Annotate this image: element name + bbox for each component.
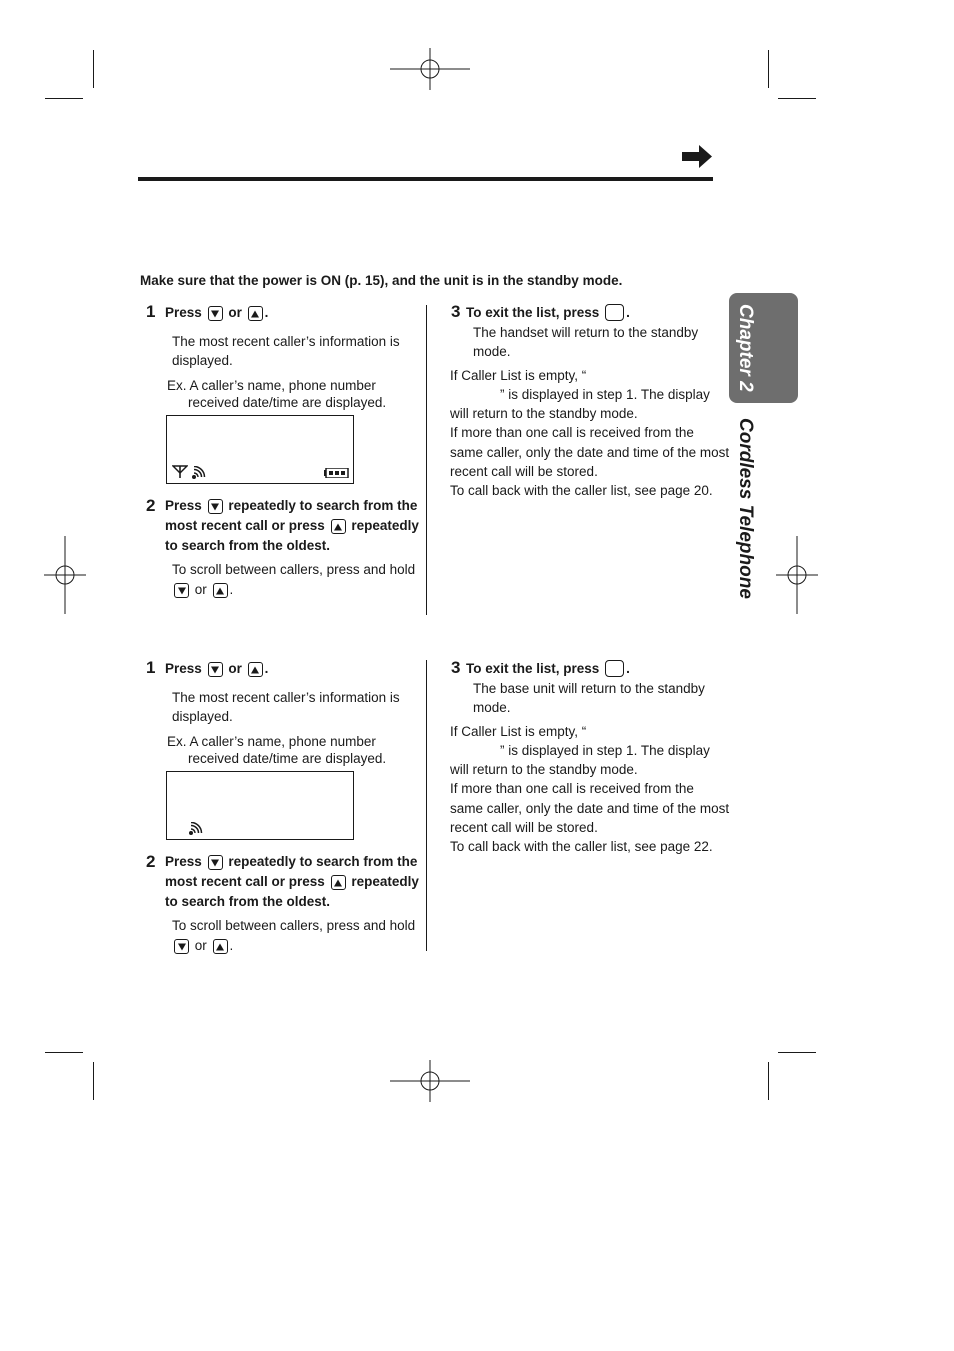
- press-label: Press: [165, 854, 202, 869]
- base-lcd-display: [166, 771, 354, 840]
- step1-desc-line: The most recent caller’s information is: [172, 690, 400, 705]
- step1-desc-line: displayed.: [172, 353, 233, 368]
- press-label: Press: [165, 498, 202, 513]
- or-label: or: [194, 938, 207, 953]
- step3-label: To exit the list, press: [466, 661, 600, 676]
- note-line: recent call will be stored.: [450, 820, 598, 835]
- period: .: [229, 582, 234, 597]
- step-number: 1: [146, 302, 156, 321]
- note-line: recent call will be stored.: [450, 464, 598, 479]
- step3-desc-line: The base unit will return to the standby: [473, 681, 705, 696]
- step-number: 1: [146, 658, 156, 677]
- registration-mark-top: [390, 48, 470, 90]
- registration-mark-right: [776, 536, 818, 614]
- period: .: [626, 305, 630, 320]
- up-key-icon: [248, 306, 263, 321]
- step-number: 2: [146, 852, 156, 871]
- step2-instruction-line: to search from the oldest.: [165, 894, 331, 909]
- press-label: Press: [165, 305, 202, 320]
- example-line: received date/time are displayed.: [188, 751, 387, 766]
- down-key-icon: [208, 662, 223, 677]
- step1-desc-line: displayed.: [172, 709, 233, 724]
- antenna-icon: [172, 465, 188, 479]
- step3-desc-line: mode.: [473, 344, 511, 359]
- example-line: Ex. A caller’s name, phone number: [167, 734, 376, 749]
- up-key-icon: [213, 939, 228, 954]
- example-line: received date/time are displayed.: [188, 395, 387, 410]
- note-line: ” is displayed in step 1. The display: [500, 743, 710, 758]
- step2-instruction-line: [165, 852, 417, 872]
- note-line: will return to the standby mode.: [450, 406, 638, 421]
- step2-instruction-line: [165, 872, 419, 892]
- up-key-icon: [213, 583, 228, 598]
- down-key-icon: [208, 499, 223, 514]
- arrow-right-icon: [682, 145, 713, 168]
- press-label: Press: [165, 661, 202, 676]
- scroll-hint-keys: [172, 580, 233, 600]
- scroll-hint-keys: [172, 936, 233, 956]
- scroll-hint: To scroll between callers, press and hold: [172, 918, 416, 933]
- note-line: ” is displayed in step 1. The display: [500, 387, 710, 402]
- step3-instruction: [466, 659, 630, 679]
- note-line: To call back with the caller list, see page 20.: [450, 483, 713, 498]
- intro-text: Make sure that the power is ON (p. 15), and the unit is in the standby mode.: [140, 273, 623, 288]
- step3-desc-line: The handset will return to the standby: [473, 325, 699, 340]
- down-key-icon: [174, 939, 189, 954]
- step-number: 3: [451, 658, 461, 677]
- up-key-icon: [248, 662, 263, 677]
- signal-icon: [191, 466, 207, 480]
- note-line: If Caller List is empty, “: [450, 368, 587, 383]
- note-line: To call back with the caller list, see page 22.: [450, 839, 713, 854]
- step2-line: repeatedly: [351, 518, 419, 533]
- handset-lcd-display: [166, 415, 354, 484]
- note-line: If more than one call is received from the: [450, 781, 694, 796]
- step2-line: most recent call or press: [165, 518, 325, 533]
- header-rule: [138, 177, 713, 181]
- step2-instruction-line: to search from the oldest.: [165, 538, 331, 553]
- step2-line: repeatedly to search from the: [228, 854, 418, 869]
- example-line: Ex. A caller’s name, phone number: [167, 378, 376, 393]
- note-line: will return to the standby mode.: [450, 762, 638, 777]
- step2-line: repeatedly: [351, 874, 419, 889]
- up-key-icon: [331, 519, 346, 534]
- registration-mark-left: [44, 536, 86, 614]
- blank-key-icon: [605, 304, 624, 321]
- column-divider-top: [426, 305, 427, 615]
- registration-mark-bottom: [390, 1060, 470, 1102]
- period: .: [264, 661, 269, 676]
- step1-instruction: [165, 659, 268, 679]
- step3-label: To exit the list, press: [466, 305, 600, 320]
- step2-line: most recent call or press: [165, 874, 325, 889]
- note-line: If Caller List is empty, “: [450, 724, 587, 739]
- section-label: Cordless Telephone: [735, 418, 756, 599]
- step2-instruction-line: [165, 516, 419, 536]
- chapter-label: Chapter 2: [735, 304, 756, 392]
- note-line: same caller, only the date and time of the most: [450, 801, 730, 816]
- note-line: same caller, only the date and time of the most: [450, 445, 730, 460]
- signal-icon: [188, 822, 204, 836]
- or-label: or: [228, 661, 242, 676]
- down-key-icon: [174, 583, 189, 598]
- or-label: or: [194, 582, 207, 597]
- down-key-icon: [208, 306, 223, 321]
- step1-instruction: [165, 303, 268, 323]
- step2-line: repeatedly to search from the: [228, 498, 418, 513]
- scroll-hint: To scroll between callers, press and hold: [172, 562, 416, 577]
- column-divider-bottom: [426, 660, 427, 951]
- step2-instruction-line: [165, 496, 417, 516]
- up-key-icon: [331, 875, 346, 890]
- note-line: If more than one call is received from the: [450, 425, 694, 440]
- or-label: or: [228, 305, 242, 320]
- period: .: [626, 661, 630, 676]
- period: .: [264, 305, 269, 320]
- period: .: [229, 938, 234, 953]
- step-number: 2: [146, 496, 156, 515]
- step3-desc-line: mode.: [473, 700, 511, 715]
- step3-instruction: [466, 303, 630, 323]
- step-number: 3: [451, 302, 461, 321]
- down-key-icon: [208, 855, 223, 870]
- step1-desc-line: The most recent caller’s information is: [172, 334, 400, 349]
- blank-key-icon: [605, 660, 624, 677]
- battery-icon: [324, 468, 349, 478]
